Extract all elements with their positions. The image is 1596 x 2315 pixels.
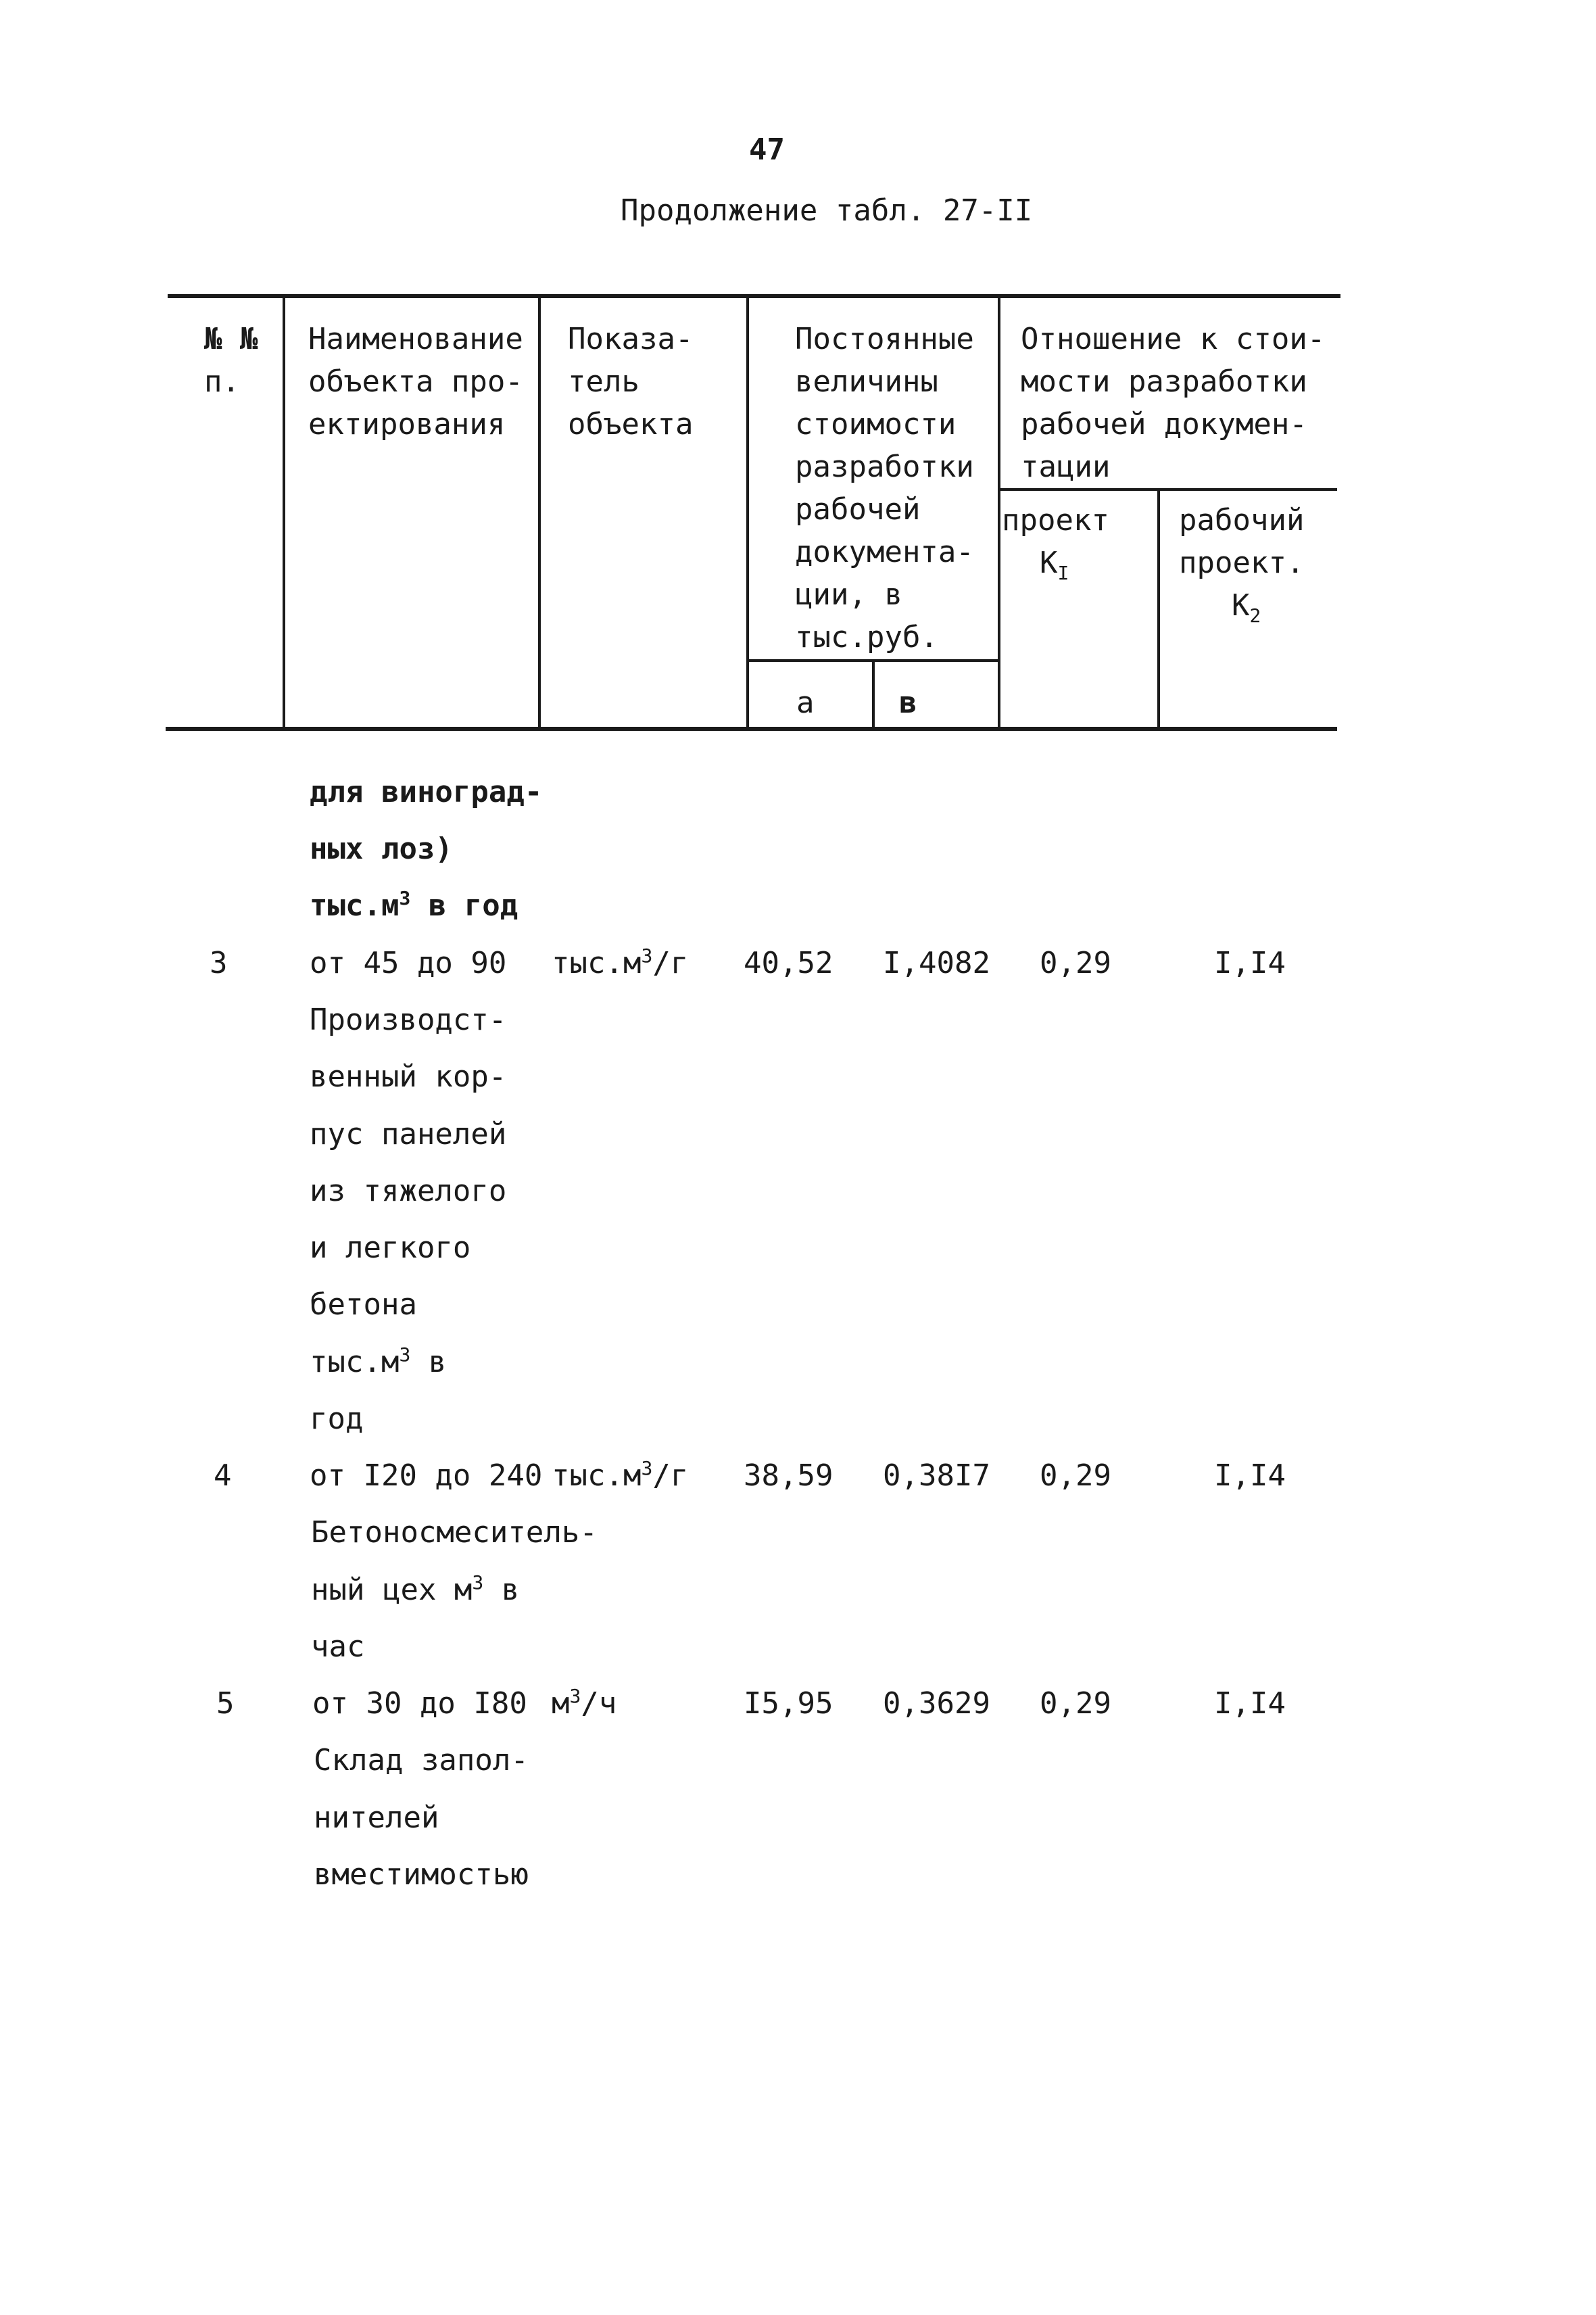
body-line: Бетоносмеситель- — [311, 1515, 598, 1550]
row-range: от I20 до 240 — [310, 1458, 543, 1493]
body-line: пус панелей — [310, 1117, 507, 1151]
col-divider-4 — [998, 295, 1000, 730]
header-constants: Постоянные величины стоимости разработки рабочей документа- ции, в тыс.руб. — [795, 322, 974, 654]
body-line: ных лоз) — [310, 832, 453, 866]
col-divider-2 — [538, 295, 541, 730]
col-divider-1 — [283, 295, 285, 730]
row-k1: 0,29 — [1040, 1686, 1111, 1721]
body-line: ный цех $м^3$ в — [311, 1571, 520, 1607]
col-divider-5 — [1157, 490, 1160, 730]
header-object-name: Наименование объекта про- ектирования — [308, 322, 523, 441]
row-k1: 0,29 — [1040, 946, 1111, 980]
row-value-b: 0,38I7 — [883, 1458, 990, 1493]
body-line: Производст- — [310, 1003, 507, 1037]
row-value-a: 40,52 — [744, 946, 833, 980]
table-header-bottom-rule — [166, 727, 1337, 731]
body-line: $тыс.м^3$ в год — [310, 887, 518, 923]
row-number: 4 — [214, 1458, 232, 1493]
body-line: $тыс.м^3$ в — [310, 1343, 447, 1379]
body-line: год — [310, 1402, 364, 1436]
header-indicator: Показа- тель объекта — [568, 322, 694, 441]
body-line: час — [311, 1629, 365, 1664]
row-k2: I,I4 — [1214, 1686, 1286, 1721]
row-value-b: 0,3629 — [883, 1686, 990, 1721]
row-unit: $тыс.м^3/г$ — [552, 945, 689, 980]
row-unit: $тыс.м^3/г$ — [552, 1457, 689, 1493]
ratio-sub-rule — [998, 488, 1337, 491]
row-value-a: I5,95 — [744, 1686, 833, 1721]
header-ratio: Отношение к стои- мости разработки рабочей докумен- тации — [1021, 322, 1326, 484]
header-col-a: а — [796, 686, 815, 720]
body-line: из тяжелого — [310, 1174, 507, 1208]
row-range: от 45 до 90 — [310, 946, 507, 980]
table-top-rule — [168, 294, 1340, 298]
body-line: для виноград- — [310, 775, 543, 809]
page-number: 47 — [749, 133, 785, 167]
header-project: проект $К_I$ — [1002, 503, 1109, 584]
body-line: и легкого — [310, 1231, 471, 1265]
header-num: № № п. — [204, 322, 258, 399]
body-line: бетона — [310, 1287, 417, 1322]
row-value-a: 38,59 — [744, 1458, 833, 1493]
row-value-b: I,4082 — [883, 946, 990, 980]
row-k1: 0,29 — [1040, 1458, 1111, 1493]
body-line: Склад запол- — [314, 1743, 529, 1777]
col-divider-ab — [872, 661, 875, 730]
row-number: 5 — [216, 1686, 235, 1721]
row-number: 3 — [210, 946, 228, 980]
table-caption: Продолжение табл. 27-II — [621, 193, 1033, 228]
body-line: вместимостью — [314, 1857, 529, 1892]
body-line: венный кор- — [310, 1059, 507, 1094]
header-col-b: в — [899, 686, 917, 720]
row-unit: $м^3/ч$ — [552, 1685, 617, 1721]
body-line: нителей — [314, 1800, 439, 1835]
row-k2: I,I4 — [1214, 946, 1286, 980]
row-range: от 30 до I80 — [312, 1686, 527, 1721]
header-working-project: рабочий проект. $К_2$ — [1179, 503, 1305, 627]
col-divider-3 — [746, 295, 749, 730]
row-k2: I,I4 — [1214, 1458, 1286, 1493]
